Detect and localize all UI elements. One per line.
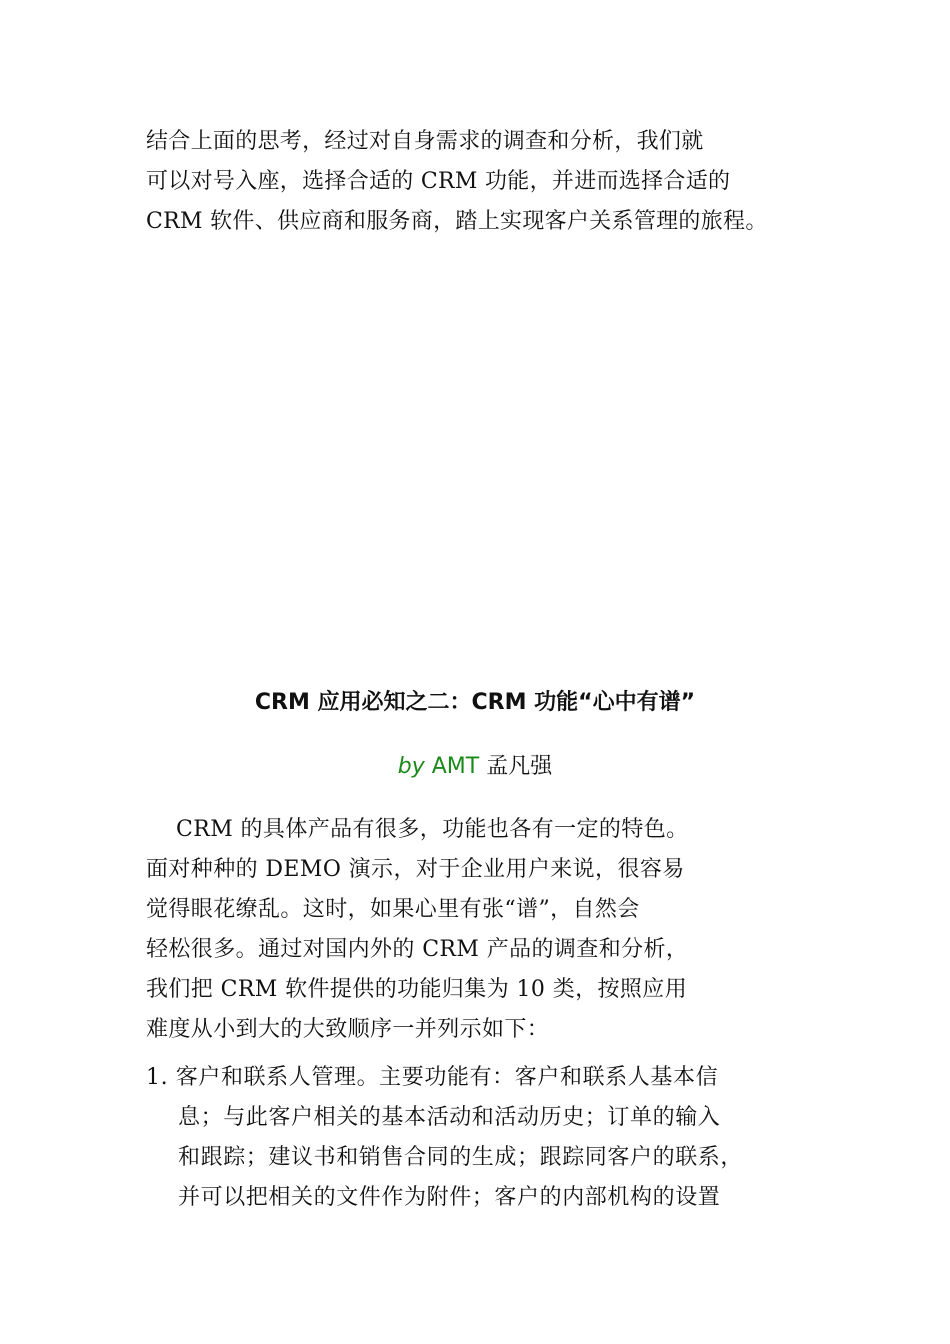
byline-org: AMT [431,754,480,779]
list-item-1-line-4: 并可以把相关的文件作为附件；客户的内部机构的设置 [178,1185,721,1210]
body-line-4: 轻松很多。通过对国内外的 CRM 产品的调查和分析， [146,937,689,962]
intro-line-1: 结合上面的思考，经过对自身需求的调查和分析，我们就 [146,129,704,154]
list-item-1-line-2: 息；与此客户相关的基本活动和活动历史；订单的输入 [178,1105,721,1130]
list-item-1-line-1: 1. 客户和联系人管理。主要功能有：客户和联系人基本信 [146,1065,719,1090]
body-line-1: CRM 的具体产品有很多，功能也各有一定的特色。 [176,817,689,842]
list-item-1-line-3: 和跟踪；建议书和销售合同的生成；跟踪同客户的联系， [178,1145,744,1170]
byline-author: 孟凡强 [486,754,553,779]
byline [0,752,950,782]
body-line-2: 面对种种的 DEMO 演示，对于企业用户来说，很容易 [146,857,685,882]
article-title: CRM 应用必知之二：CRM 功能“心中有谱” [254,690,696,715]
byline-by: by [397,754,425,779]
intro-line-2: 可以对号入座，选择合适的 CRM 功能，并进而选择合适的 [146,169,731,194]
body-line-5: 我们把 CRM 软件提供的功能归集为 10 类，按照应用 [146,977,688,1002]
intro-line-3: CRM 软件、供应商和服务商，踏上实现客户关系管理的旅程。 [146,209,768,234]
body-line-6: 难度从小到大的大致顺序一并列示如下： [146,1017,550,1042]
body-line-3: 觉得眼花缭乱。这时，如果心里有张“谱”，自然会 [146,897,640,922]
